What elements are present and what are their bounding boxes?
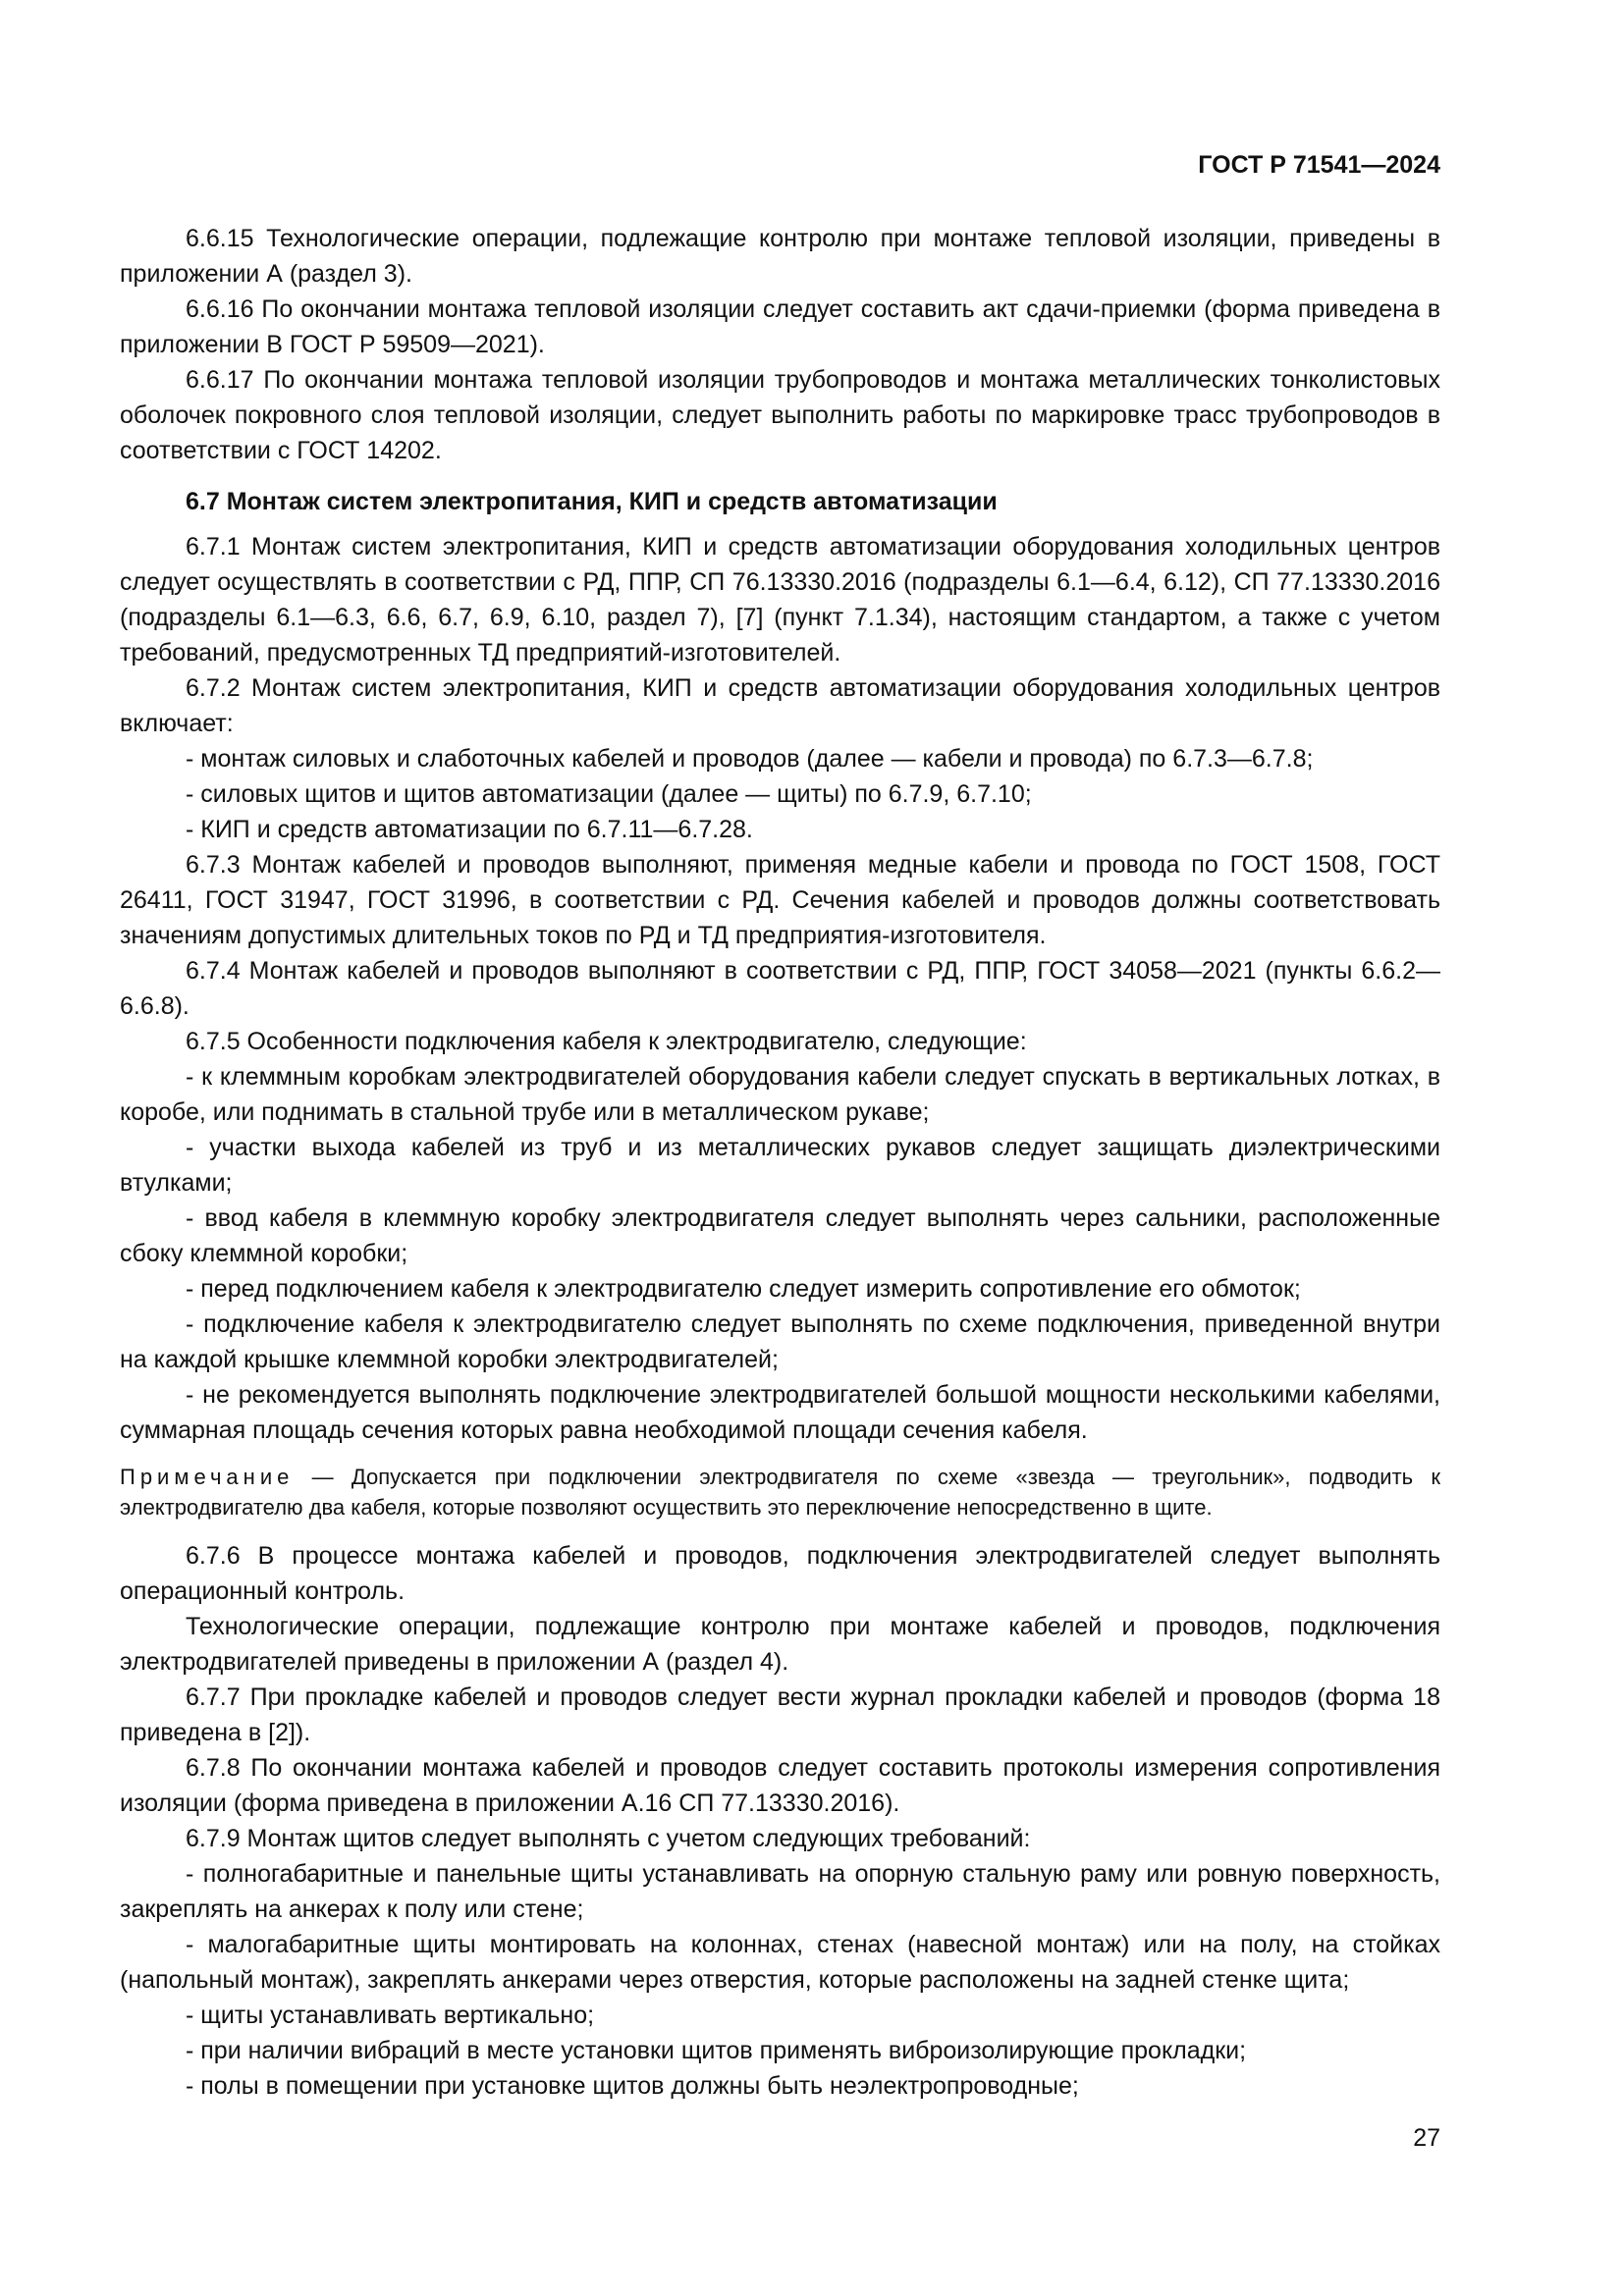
paragraph-6-6-15: 6.6.15 Технологические операции, подлежащие контролю при монтаже тепловой изоляции, приведены в приложении А (раздел 3). — [120, 225, 1440, 288]
list-item: - не рекомендуется выполнять подключение электродвигателей большой мощности несколькими кабелями, суммарная площадь сечения которых равна необходимой площади сечения кабеля. — [120, 1381, 1440, 1444]
list-item: - малогабаритные щиты монтировать на колоннах, стенах (навесной монтаж) или на полу, на стойках (напольный монтаж), закреплять анкерами через отверстия, которые расположены на задней стенке щита; — [120, 1931, 1440, 1994]
paragraph-6-7-1: 6.7.1 Монтаж систем электропитания, КИП и средств автоматизации оборудования холодильных центров следует осуществлять в соответствии с РД, ППР, СП 76.13330.2016 (подразделы 6.1—6.4, 6.12), СП 77.13330.2016 (подразделы 6.1—6.3, 6.6, 6.7, 6.9, 6.10, раздел 7), [7] (пункт 7.1.34), настоящим стандартом, а также с учетом требований, предусмотренных ТД предприятий-изготовителей. — [120, 533, 1440, 667]
note-label: Примечание — [120, 1465, 295, 1489]
list-item: - силовых щитов и щитов автоматизации (далее — щиты) по 6.7.9, 6.7.10; — [186, 780, 1032, 808]
paragraph-6-6-17: 6.6.17 По окончании монтажа тепловой изоляции трубопроводов и монтажа металлических тонколистовых оболочек покровного слоя тепловой изоляции, следует выполнить работы по маркировке трасс трубопроводов в соответствии с ГОСТ 14202. — [120, 366, 1440, 464]
list-item: - подключение кабеля к электродвигателю следует выполнять по схеме подключения, приведенной внутри на каждой крышке клеммной коробки электродвигателей; — [120, 1310, 1440, 1373]
list-item: - монтаж силовых и слаботочных кабелей и проводов (далее — кабели и провода) по 6.7.3—6.7.8; — [186, 745, 1314, 773]
note-block — [120, 1462, 1440, 1522]
paragraph-6-7-8: 6.7.8 По окончании монтажа кабелей и проводов следует составить протоколы измерения сопротивления изоляции (форма приведена в приложении А.16 СП 77.13330.2016). — [120, 1754, 1440, 1817]
paragraph-6-7-5: 6.7.5 Особенности подключения кабеля к электродвигателю, следующие: — [186, 1028, 1027, 1055]
paragraph-6-7-4: 6.7.4 Монтаж кабелей и проводов выполняют в соответствии с РД, ППР, ГОСТ 34058—2021 (пункты 6.6.2—6.6.8). — [120, 957, 1440, 1020]
list-item: - участки выхода кабелей из труб и из металлических рукавов следует защищать диэлектрическими втулками; — [120, 1134, 1440, 1197]
document-standard-id: ГОСТ Р 71541—2024 — [1198, 151, 1440, 179]
page-number: 27 — [1413, 2124, 1440, 2152]
paragraph-6-7-7: 6.7.7 При прокладке кабелей и проводов следует вести журнал прокладки кабелей и проводов (форма 18 приведена в [2]). — [120, 1683, 1440, 1746]
paragraph-6-7-6: 6.7.6 В процессе монтажа кабелей и проводов, подключения электродвигателей следует выполнять операционный контроль. — [120, 1542, 1440, 1605]
list-item: - ввод кабеля в клеммную коробку электродвигателя следует выполнять через сальники, расположенные сбоку клеммной коробки; — [120, 1204, 1440, 1267]
list-item: - при наличии вибраций в месте установки щитов применять виброизолирующие прокладки; — [186, 2037, 1247, 2064]
paragraph-6-7-2: 6.7.2 Монтаж систем электропитания, КИП и средств автоматизации оборудования холодильных центров включает: — [120, 674, 1440, 737]
paragraph-6-6-16: 6.6.16 По окончании монтажа тепловой изоляции следует составить акт сдачи-приемки (форма приведена в приложении В ГОСТ Р 59509—2021). — [120, 295, 1440, 358]
paragraph-6-7-3: 6.7.3 Монтаж кабелей и проводов выполняют, применяя медные кабели и провода по ГОСТ 1508, ГОСТ 26411, ГОСТ 31947, ГОСТ 31996, в соответствии с РД. Сечения кабелей и проводов должны соответствовать значениям допустимых длительных токов по РД и ТД предприятия-изготовителя. — [120, 851, 1440, 949]
document-body — [120, 221, 1440, 2104]
list-item: - полы в помещении при установке щитов должны быть неэлектропроводные; — [186, 2072, 1079, 2100]
note-text: — Допускается при подключении электродвигателя по схеме «звезда — треугольник», подводить к электродвигателю два кабеля, которые позволяют осуществить это переключение непосредственно в щите. — [120, 1465, 1440, 1520]
list-item: - полногабаритные и панельные щиты устанавливать на опорную стальную раму или ровную поверхность, закреплять на анкерах к полу или стене; — [120, 1860, 1440, 1923]
section-heading-6-7: 6.7 Монтаж систем электропитания, КИП и средств автоматизации — [186, 488, 998, 515]
paragraph-technological-operations: Технологические операции, подлежащие контролю при монтаже кабелей и проводов, подключения электродвигателей приведены в приложении А (раздел 4). — [120, 1613, 1440, 1676]
paragraph-6-7-9: 6.7.9 Монтаж щитов следует выполнять с учетом следующих требований: — [186, 1825, 1031, 1852]
list-item: - перед подключением кабеля к электродвигателю следует измерить сопротивление его обмоток; — [186, 1275, 1301, 1303]
list-item: - к клеммным коробкам электродвигателей оборудования кабели следует спускать в вертикальных лотках, в коробе, или поднимать в стальной трубе или в металлическом рукаве; — [120, 1063, 1440, 1126]
list-item: - щиты устанавливать вертикально; — [186, 2002, 595, 2029]
list-item: - КИП и средств автоматизации по 6.7.11—6.7.28. — [186, 816, 753, 843]
